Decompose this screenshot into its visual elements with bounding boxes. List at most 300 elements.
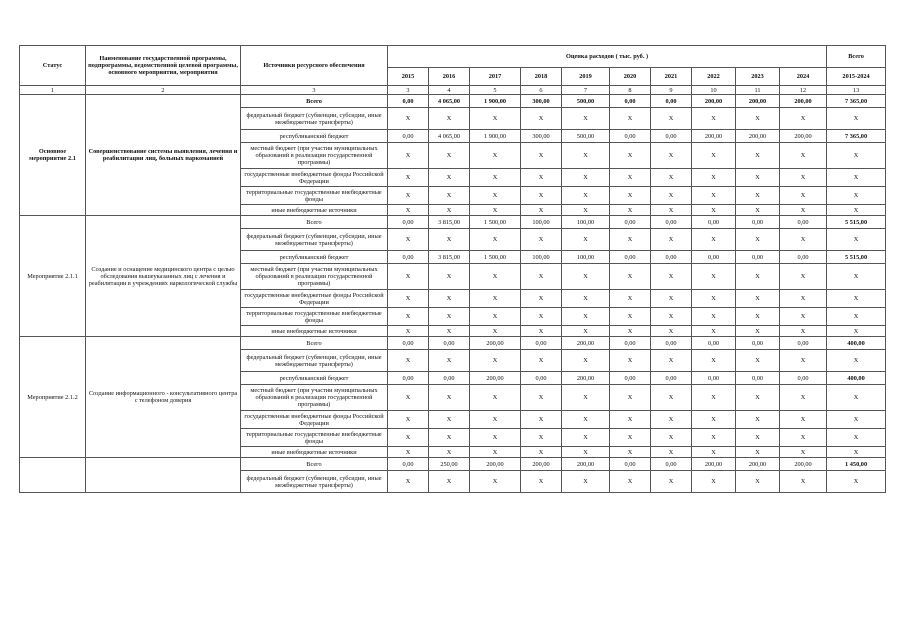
value-cell: 0,00 <box>736 337 780 350</box>
value-cell: X <box>521 169 562 187</box>
value-cell: X <box>429 411 470 429</box>
value-cell: 0,00 <box>521 337 562 350</box>
total-cell: X <box>827 264 886 290</box>
value-cell: 200,00 <box>562 372 610 385</box>
value-cell: 0,00 <box>429 337 470 350</box>
value-cell: X <box>651 143 692 169</box>
value-cell: X <box>780 290 827 308</box>
value-cell: X <box>651 471 692 493</box>
value-cell: X <box>780 187 827 205</box>
value-cell: X <box>736 350 780 372</box>
value-cell: 0,00 <box>388 130 429 143</box>
value-cell: X <box>388 187 429 205</box>
value-cell: X <box>610 308 651 326</box>
header-source: Источники ресурсного обеспечения <box>241 46 388 86</box>
value-cell: X <box>521 471 562 493</box>
source-row <box>20 95 886 108</box>
column-number: 5 <box>470 86 521 95</box>
source-label: федеральный бюджет (субвенции, субсидии, иные межбюджетные трансферты) <box>241 471 388 493</box>
value-cell: X <box>562 290 610 308</box>
value-cell: X <box>610 264 651 290</box>
value-cell: 0,00 <box>780 251 827 264</box>
value-cell: X <box>429 187 470 205</box>
value-cell: 0,00 <box>651 458 692 471</box>
value-cell: X <box>470 447 521 458</box>
source-label: федеральный бюджет (субвенции, субсидии, иные межбюджетные трансферты) <box>241 350 388 372</box>
total-cell: X <box>827 229 886 251</box>
source-label: местный бюджет (при участии муниципальных образований в реализации государственной программы) <box>241 143 388 169</box>
value-cell: 4 065,00 <box>429 130 470 143</box>
value-cell: X <box>692 471 736 493</box>
value-cell: X <box>780 326 827 337</box>
value-cell: 500,00 <box>562 95 610 108</box>
value-cell: 0,00 <box>736 216 780 229</box>
source-label: иные внебюджетные источники <box>241 326 388 337</box>
header-year: 2017 <box>470 68 521 86</box>
value-cell: X <box>780 385 827 411</box>
value-cell: X <box>692 143 736 169</box>
value-cell: 0,00 <box>780 216 827 229</box>
column-number: 3 <box>388 86 429 95</box>
total-cell: 400,00 <box>827 337 886 350</box>
value-cell: X <box>651 187 692 205</box>
value-cell: X <box>470 264 521 290</box>
total-cell: X <box>827 429 886 447</box>
header-year: 2022 <box>692 68 736 86</box>
value-cell: X <box>692 264 736 290</box>
column-number: 8 <box>610 86 651 95</box>
value-cell: X <box>692 169 736 187</box>
value-cell: X <box>692 429 736 447</box>
value-cell: 0,00 <box>429 372 470 385</box>
value-cell: X <box>562 471 610 493</box>
total-cell: X <box>827 471 886 493</box>
value-cell: 0,00 <box>780 372 827 385</box>
header-total-period: 2015-2024 <box>827 68 886 86</box>
header-year: 2021 <box>651 68 692 86</box>
source-label: государственные внебюджетные фонды Российской Федерации <box>241 290 388 308</box>
value-cell: X <box>651 290 692 308</box>
value-cell: X <box>736 308 780 326</box>
value-cell: X <box>780 229 827 251</box>
value-cell: 4 065,00 <box>429 95 470 108</box>
value-cell: 0,00 <box>651 372 692 385</box>
value-cell: 0,00 <box>610 372 651 385</box>
value-cell: 0,00 <box>388 458 429 471</box>
value-cell: X <box>521 187 562 205</box>
total-cell: 400,00 <box>827 372 886 385</box>
value-cell: X <box>562 411 610 429</box>
header-year: 2020 <box>610 68 651 86</box>
value-cell: X <box>651 108 692 130</box>
total-cell: X <box>827 326 886 337</box>
value-cell: X <box>692 385 736 411</box>
value-cell: 200,00 <box>562 458 610 471</box>
value-cell: 0,00 <box>610 130 651 143</box>
value-cell: X <box>780 350 827 372</box>
value-cell: 200,00 <box>736 95 780 108</box>
header-status: Статус <box>20 46 86 86</box>
value-cell: X <box>470 229 521 251</box>
column-number: 12 <box>780 86 827 95</box>
value-cell: 0,00 <box>388 216 429 229</box>
value-cell: 200,00 <box>470 458 521 471</box>
source-label: территориальные государственные внебюджетные фонды <box>241 429 388 447</box>
value-cell: 200,00 <box>780 130 827 143</box>
value-cell: 100,00 <box>562 216 610 229</box>
total-cell: X <box>827 169 886 187</box>
value-cell: X <box>736 169 780 187</box>
value-cell: X <box>388 108 429 130</box>
value-cell: X <box>388 429 429 447</box>
source-label: Всего <box>241 458 388 471</box>
value-cell: X <box>388 350 429 372</box>
total-cell: 7 365,00 <box>827 95 886 108</box>
value-cell: X <box>780 411 827 429</box>
value-cell: X <box>651 264 692 290</box>
value-cell: 3 815,00 <box>429 251 470 264</box>
value-cell: X <box>388 290 429 308</box>
value-cell: X <box>651 326 692 337</box>
value-cell: 0,00 <box>610 337 651 350</box>
source-label: Всего <box>241 337 388 350</box>
value-cell: X <box>610 290 651 308</box>
source-label: республиканский бюджет <box>241 372 388 385</box>
value-cell: X <box>562 326 610 337</box>
header-year: 2016 <box>429 68 470 86</box>
value-cell: X <box>470 308 521 326</box>
value-cell: X <box>521 205 562 216</box>
value-cell: X <box>429 385 470 411</box>
value-cell: X <box>521 108 562 130</box>
value-cell: X <box>780 447 827 458</box>
column-number: 10 <box>692 86 736 95</box>
source-label: местный бюджет (при участии муниципальных образований в реализации государственной программы) <box>241 264 388 290</box>
value-cell: X <box>651 429 692 447</box>
value-cell: X <box>610 169 651 187</box>
source-label: территориальные государственные внебюджетные фонды <box>241 308 388 326</box>
value-cell: X <box>429 350 470 372</box>
value-cell: X <box>651 205 692 216</box>
value-cell: X <box>429 264 470 290</box>
source-label: Всего <box>241 95 388 108</box>
column-number: 9 <box>651 86 692 95</box>
header-year: 2024 <box>780 68 827 86</box>
total-cell: X <box>827 350 886 372</box>
value-cell: 1 500,00 <box>470 216 521 229</box>
column-number: 1 <box>20 86 86 95</box>
value-cell: X <box>470 471 521 493</box>
total-cell: X <box>827 385 886 411</box>
total-cell: X <box>827 205 886 216</box>
value-cell: X <box>651 350 692 372</box>
value-cell: 0,00 <box>651 95 692 108</box>
value-cell: X <box>610 471 651 493</box>
value-cell: X <box>780 143 827 169</box>
value-cell: 0,00 <box>610 95 651 108</box>
value-cell: X <box>388 447 429 458</box>
value-cell: X <box>429 471 470 493</box>
value-cell: 500,00 <box>562 130 610 143</box>
value-cell: 300,00 <box>521 95 562 108</box>
value-cell: 0,00 <box>651 337 692 350</box>
value-cell: X <box>521 326 562 337</box>
value-cell: X <box>780 264 827 290</box>
total-cell: X <box>827 447 886 458</box>
column-number: 2 <box>86 86 241 95</box>
value-cell: X <box>692 326 736 337</box>
value-cell: 1 900,00 <box>470 95 521 108</box>
value-cell: 200,00 <box>780 95 827 108</box>
source-label: республиканский бюджет <box>241 130 388 143</box>
value-cell: 200,00 <box>692 95 736 108</box>
value-cell: X <box>780 205 827 216</box>
value-cell: 300,00 <box>521 130 562 143</box>
value-cell: X <box>651 385 692 411</box>
total-cell: X <box>827 187 886 205</box>
value-cell: 0,00 <box>610 458 651 471</box>
total-cell: X <box>827 411 886 429</box>
source-label: территориальные государственные внебюджетные фонды <box>241 187 388 205</box>
value-cell: X <box>429 205 470 216</box>
value-cell: X <box>692 350 736 372</box>
value-cell: 0,00 <box>651 251 692 264</box>
block-status: Мероприятие 2.1.1 <box>20 216 86 337</box>
value-cell: X <box>651 447 692 458</box>
value-cell: X <box>388 385 429 411</box>
header-year: 2015 <box>388 68 429 86</box>
value-cell: X <box>470 326 521 337</box>
value-cell: X <box>429 169 470 187</box>
value-cell: X <box>780 471 827 493</box>
block-status: Мероприятие 2.1.2 <box>20 337 86 458</box>
value-cell: 0,00 <box>736 372 780 385</box>
value-cell: X <box>610 187 651 205</box>
value-cell: X <box>610 205 651 216</box>
total-cell: X <box>827 290 886 308</box>
value-cell: X <box>470 143 521 169</box>
value-cell: X <box>521 447 562 458</box>
value-cell: X <box>562 350 610 372</box>
value-cell: 250,00 <box>429 458 470 471</box>
value-cell: X <box>736 471 780 493</box>
value-cell: X <box>388 326 429 337</box>
header-year: 2018 <box>521 68 562 86</box>
block-status: Основное мероприятие 2.1 <box>20 95 86 216</box>
value-cell: X <box>388 411 429 429</box>
value-cell: 0,00 <box>521 372 562 385</box>
value-cell: X <box>388 205 429 216</box>
value-cell: 200,00 <box>521 458 562 471</box>
value-cell: X <box>610 229 651 251</box>
value-cell: X <box>521 264 562 290</box>
header-year: 2019 <box>562 68 610 86</box>
value-cell: X <box>610 143 651 169</box>
value-cell: X <box>429 108 470 130</box>
value-cell: 0,00 <box>736 251 780 264</box>
value-cell: X <box>521 350 562 372</box>
value-cell: X <box>562 229 610 251</box>
source-row <box>20 458 886 471</box>
value-cell: 0,00 <box>388 251 429 264</box>
value-cell: X <box>736 290 780 308</box>
value-cell: X <box>780 108 827 130</box>
value-cell: X <box>692 187 736 205</box>
value-cell: X <box>429 143 470 169</box>
value-cell: X <box>610 326 651 337</box>
value-cell: X <box>692 308 736 326</box>
value-cell: X <box>562 447 610 458</box>
total-cell: 5 515,00 <box>827 216 886 229</box>
value-cell: X <box>470 169 521 187</box>
value-cell: X <box>610 350 651 372</box>
value-cell: X <box>736 187 780 205</box>
value-cell: 0,00 <box>651 216 692 229</box>
header-name: Наименование государственной программы, подпрограммы, ведомственной целевой программы, основного мероприятия, мероприятия <box>86 46 241 86</box>
value-cell: X <box>388 471 429 493</box>
source-label: иные внебюджетные источники <box>241 447 388 458</box>
value-cell: X <box>388 169 429 187</box>
total-cell: X <box>827 143 886 169</box>
value-cell: X <box>651 411 692 429</box>
resource-table <box>19 45 886 493</box>
value-cell: X <box>470 385 521 411</box>
value-cell: 200,00 <box>470 337 521 350</box>
value-cell: X <box>388 143 429 169</box>
value-cell: X <box>521 290 562 308</box>
value-cell: 3 815,00 <box>429 216 470 229</box>
total-cell: 1 450,00 <box>827 458 886 471</box>
value-cell: 100,00 <box>562 251 610 264</box>
value-cell: X <box>429 290 470 308</box>
value-cell: X <box>562 143 610 169</box>
value-cell: 200,00 <box>562 337 610 350</box>
value-cell: X <box>388 264 429 290</box>
block-title: Создание и оснащение медицинского центра с целью обследования вышеуказанных лиц с лечения и реабилитации в учреждениях наркологической службы <box>86 216 241 337</box>
column-number: 13 <box>827 86 886 95</box>
value-cell: X <box>521 308 562 326</box>
value-cell: X <box>521 143 562 169</box>
value-cell: X <box>562 308 610 326</box>
block-title: Совершенствование системы выявления, лечения и реабилитации лиц, больных наркоманией <box>86 95 241 216</box>
value-cell: 200,00 <box>736 458 780 471</box>
value-cell: 200,00 <box>692 458 736 471</box>
value-cell: 0,00 <box>388 95 429 108</box>
value-cell: X <box>736 411 780 429</box>
value-cell: X <box>651 169 692 187</box>
source-label: государственные внебюджетные фонды Российской Федерации <box>241 411 388 429</box>
column-number: 6 <box>521 86 562 95</box>
value-cell: X <box>736 429 780 447</box>
value-cell: 0,00 <box>692 337 736 350</box>
value-cell: X <box>562 264 610 290</box>
header-estimate: Оценка расходов ( тыс. руб. ) <box>388 46 827 68</box>
value-cell: X <box>692 411 736 429</box>
value-cell: X <box>429 326 470 337</box>
value-cell: X <box>736 229 780 251</box>
block-title <box>86 458 241 493</box>
value-cell: X <box>651 308 692 326</box>
value-cell: X <box>610 108 651 130</box>
value-cell: X <box>429 308 470 326</box>
value-cell: 1 900,00 <box>470 130 521 143</box>
value-cell: X <box>780 169 827 187</box>
value-cell: X <box>610 429 651 447</box>
value-cell: 0,00 <box>388 337 429 350</box>
column-number: 11 <box>736 86 780 95</box>
value-cell: 0,00 <box>692 251 736 264</box>
value-cell: X <box>692 108 736 130</box>
value-cell: X <box>562 108 610 130</box>
source-label: федеральный бюджет (субвенции, субсидии, иные межбюджетные трансферты) <box>241 229 388 251</box>
value-cell: 200,00 <box>736 130 780 143</box>
source-row <box>20 337 886 350</box>
value-cell: X <box>692 290 736 308</box>
value-cell: 0,00 <box>692 372 736 385</box>
value-cell: X <box>780 308 827 326</box>
value-cell: X <box>429 429 470 447</box>
value-cell: X <box>610 385 651 411</box>
value-cell: X <box>470 411 521 429</box>
source-label: иные внебюджетные источники <box>241 205 388 216</box>
value-cell: 100,00 <box>521 251 562 264</box>
value-cell: 200,00 <box>780 458 827 471</box>
value-cell: X <box>736 326 780 337</box>
source-label: федеральный бюджет (субвенции, субсидии, иные межбюджетные трансферты) <box>241 108 388 130</box>
source-row <box>20 216 886 229</box>
value-cell: X <box>429 229 470 251</box>
value-cell: X <box>470 429 521 447</box>
value-cell: X <box>388 308 429 326</box>
value-cell: X <box>651 229 692 251</box>
value-cell: X <box>780 429 827 447</box>
value-cell: X <box>610 411 651 429</box>
block-title: Создание информационного - консультативного центра с телефоном доверия <box>86 337 241 458</box>
value-cell: X <box>736 447 780 458</box>
value-cell: X <box>562 205 610 216</box>
value-cell: X <box>692 205 736 216</box>
total-cell: 7 365,00 <box>827 130 886 143</box>
value-cell: X <box>521 411 562 429</box>
source-label: Всего <box>241 216 388 229</box>
value-cell: X <box>429 447 470 458</box>
value-cell: X <box>470 108 521 130</box>
total-cell: X <box>827 108 886 130</box>
value-cell: X <box>388 229 429 251</box>
block-status <box>20 458 86 493</box>
value-cell: X <box>521 429 562 447</box>
value-cell: X <box>521 385 562 411</box>
value-cell: X <box>521 229 562 251</box>
value-cell: X <box>562 169 610 187</box>
value-cell: 0,00 <box>610 251 651 264</box>
source-label: республиканский бюджет <box>241 251 388 264</box>
source-label: государственные внебюджетные фонды Российской Федерации <box>241 169 388 187</box>
column-number: 7 <box>562 86 610 95</box>
total-cell: 5 515,00 <box>827 251 886 264</box>
source-label: местный бюджет (при участии муниципальных образований в реализации государственной программы) <box>241 385 388 411</box>
column-number: 3 <box>241 86 388 95</box>
value-cell: X <box>470 205 521 216</box>
column-number-row <box>20 86 886 95</box>
value-cell: 0,00 <box>388 372 429 385</box>
value-cell: X <box>470 350 521 372</box>
value-cell: X <box>736 108 780 130</box>
total-cell: X <box>827 308 886 326</box>
value-cell: X <box>470 290 521 308</box>
value-cell: 200,00 <box>470 372 521 385</box>
value-cell: 0,00 <box>610 216 651 229</box>
